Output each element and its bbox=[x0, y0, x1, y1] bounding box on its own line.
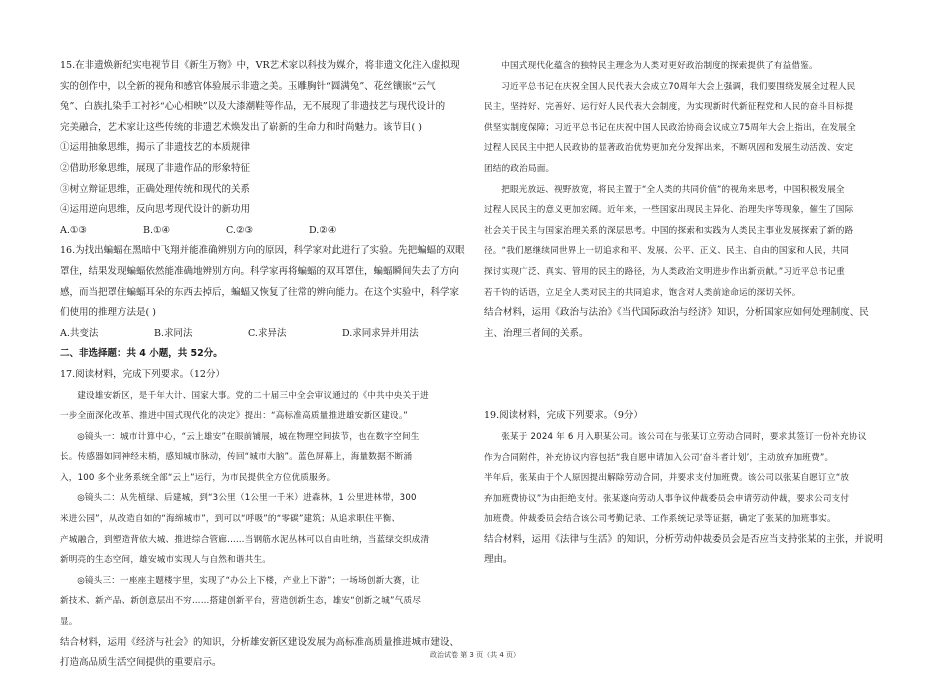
q17-title: 17.阅读材料，完成下列要求。（12分） bbox=[60, 368, 225, 380]
q19-material: 张某于 2024 年 6 月入职某公司。该公司在与张某订立劳动合同时，要求其签订一份补充协议 作为合同附件，补充协议内容包括“我自愿申请加入公司‘奋斗者计划’，主动放弃加班费”。 半年后，张某由于个人原因提出解除劳动合同，并要求支付加班费。该公司以张某自愿订立“放 弃加班费协议”为由拒绝支付。张某遂向劳动人事争议仲裁委员会申请劳动仲裁，要求公司支付 加班费。仲裁委员会结合该公司考勤记录、工作系统记录等证据，确定了张某的加班事实。 bbox=[484, 431, 867, 525]
q16-option-a: A.共变法 bbox=[60, 327, 99, 339]
q16-option-c: C.求异法 bbox=[248, 327, 287, 339]
right-column bbox=[484, 56, 896, 571]
q17-question: 结合材料，运用《经济与社会》的知识，分析雄安新区建设发展为高标准高质量推进城市建设、 打造高品质生活空间提供的重要启示。 bbox=[60, 636, 460, 669]
answer-space bbox=[484, 344, 896, 406]
q15-item-3: ③树立辩证思维，正确处理传统和现代的关系 bbox=[60, 183, 251, 195]
q15-item-4: ④运用逆向思维，反向思考现代设计的新功用 bbox=[60, 204, 251, 216]
q16-option-b: B.求同法 bbox=[154, 327, 193, 339]
q15-options bbox=[60, 221, 472, 242]
q16-options bbox=[60, 324, 472, 345]
q15-option-b: B.①④ bbox=[143, 224, 171, 236]
q17-material: 建设雄安新区，是千年大计、国家大事。党的二十届三中全会审议通过的《中共中央关于进 一步全面深化改革、推进中国式现代化的决定》提出：“高标准高质量推进雄安新区建设。” ◎镜头一：城市计算中心，“云上雄安”在眼前铺展，城在物理空间拔节，也在数字空间生 长。传感器如同神经末梢，感知城市脉动，传回“城市大脑”。蓝色屏幕上，海量数据不断涌 入，100 多个业务系统全部“云上”运行，为市民提供全方位优质服务。 ◎镜头二：从先植绿、后建城，到“3公里（1公里一千米）进森林，1 公里进林带，300 米进公园”，从改造自如的“海绵城市”，到可以“呼吸”的“零碳”建筑；从追求职住平衡、 产城融合，到塑造背依大城、推进综合管廊……当钢筋水泥丛林可以自由吐纳，当蓝绿交织成清 新明亮的生态空间，雄安城市实现人与自然和谐共生。 ◎镜头三：一座座主题楼宇里，实现了“办公上下楼，产业上下游”；一场场创新大赛，让 新技术、新产品、新创意层出不穷……搭建创新平台，营造创新生态，雄安“创新之城”气质尽 显。 bbox=[60, 390, 430, 628]
page-footer: 政治试卷 第 3 页（共 4 页） bbox=[429, 651, 521, 659]
q15-option-d: D.②④ bbox=[309, 224, 337, 236]
q15-item-2: ②借助形象思维，展现了非遗作品的形象特征 bbox=[60, 162, 251, 174]
q16-option-d: D.求同求异并用法 bbox=[342, 327, 419, 339]
q19-title: 19.阅读材料，完成下列要求。（9分） bbox=[484, 410, 643, 422]
q15-item-1: ①运用抽象思维，揭示了非遗技艺的本质规律 bbox=[60, 142, 251, 154]
q15-option-c: C.②③ bbox=[226, 224, 253, 236]
q15-stem: 15.在非遗焕新纪实电视节目《新生万物》中，VR艺术家以科技为媒介，将非遗文化注入虚拟现 实的创作中，以全新的视角和感官体验展示非遗之美。玉雕胸针“圆满兔”、花丝镶嵌“云气 兔”、白族扎染手工衬衫“心心相映”以及大漆潮鞋等作品，无不展现了非遗技艺与现代设计的 完美融合，艺术家让这些传统的非遗艺术焕发出了崭新的生命力和时尚魅力。该节目( ) bbox=[60, 60, 460, 133]
q19-question: 结合材料，运用《法律与生活》的知识，分析劳动仲裁委员会是否应当支持张某的主张，并说明 理由。 bbox=[484, 533, 884, 566]
left-column bbox=[60, 56, 472, 674]
q18-question: 结合材料，运用《政治与法治》《当代国际政治与经济》知识，分析国家应如何处理制度、民 主、治理三者间的关系。 bbox=[484, 307, 869, 339]
q18-material: 中国式现代化蕴含的独特民主理念为人类对更好政治制度的探索提供了有益借鉴。 习近平总书记在庆祝全国人民代表大会成立70周年大会上强调，我们要围绕发展全过程人民 民主，坚持好、完善好、运行好人民代表大会制度，为实现新时代新征程党和人民的奋斗目标提 供坚实制度保障；习近平总书记在庆祝中国人民政治协商会议成立75周年大会上指出，在发展全 过程人民民主中把人民政协的显著政治优势更加充分发挥出来，不断巩固和发展生动活泼、安定 团结的政治局面。 把眼光放远、视野放宽，将民主置于“全人类的共同价值”的视角来思考，中国积极发展全 过程人民民主的意义更加宏阔。近年来，一些国家出现民主异化、治理失序等现象，催生了国际 社会关于民主与国家治理关系的深层思考。中国的探索和实践为人类民主事业发展探索了新的路 径。“我们愿继续同世界上一切追求和平、发展、公平、正义、民主、自由的国家和人民，共同 探讨实现广泛、真实、管用的民主的路径，为人类政治文明进步作出新贡献。”习近平总书记重 若千钧的话语，立足全人类对民主的共同追求，饱含对人类前途命运的深切关怀。 bbox=[484, 61, 856, 298]
q15-option-a: A.①③ bbox=[60, 224, 87, 236]
section-title: 二、非选择题：共 4 小题，共 52分。 bbox=[60, 348, 223, 360]
q16-stem: 16.为找出蝙蝠在黑暗中飞翔并能准确辨别方向的原因，科学家对此进行了实验。先把蝙蝠的双眼 罩住，结果发现蝙蝠依然能准确地辨别方向。科学家再将蝙蝠的双耳罩住，蝙蝠瞬间失去了方向 感，而当把罩住蝙蝠耳朵的东西去掉后，蝙蝠又恢复了往常的辨向能力。在这个实验中，科学家 们使用的推理方法是( ) bbox=[60, 245, 465, 319]
